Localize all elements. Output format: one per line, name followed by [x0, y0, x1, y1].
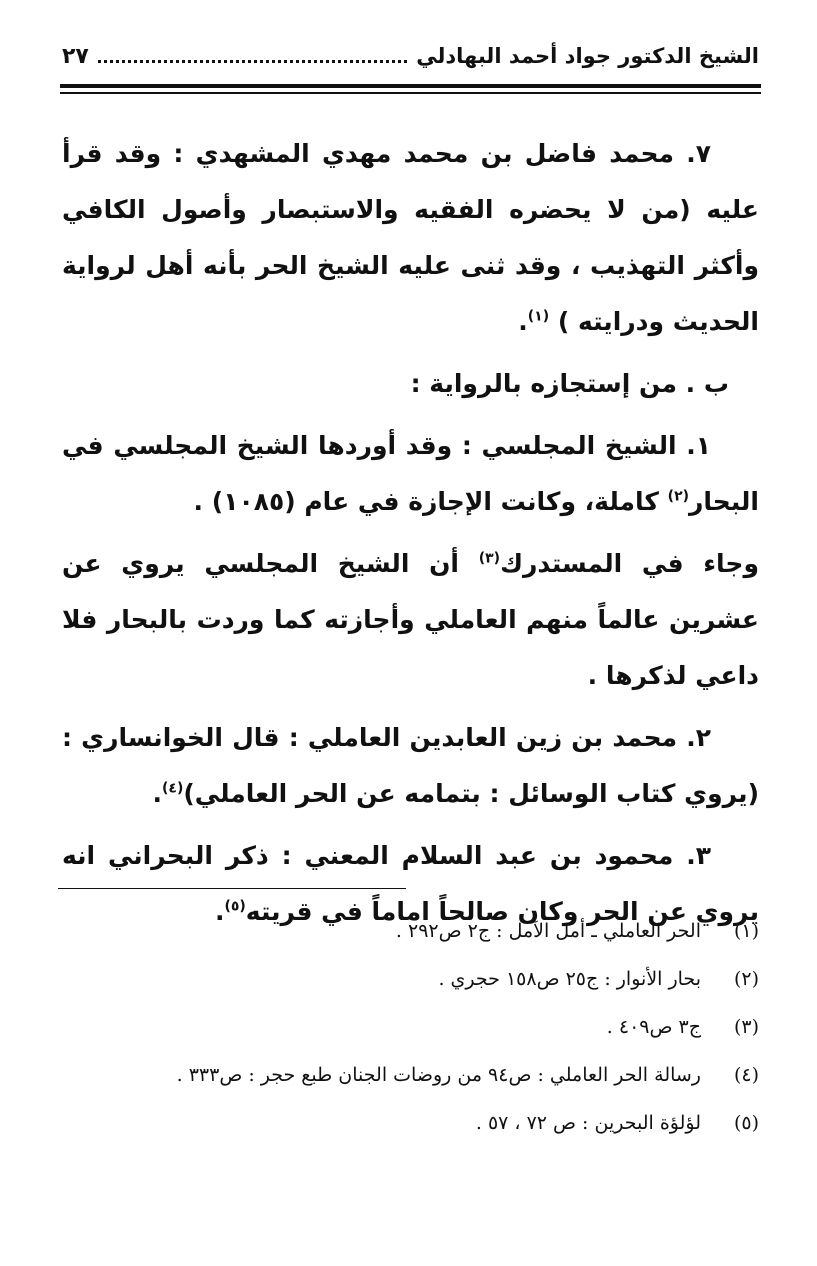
paragraph-2-text: ١. الشيخ المجلسي : وقد أوردها الشيخ المجلسي في البحار — [62, 431, 759, 516]
footnote-number: (٣) — [733, 1016, 759, 1038]
footnote-separator — [58, 888, 406, 889]
footnote — [58, 1004, 759, 1050]
paragraph-3 — [62, 536, 759, 704]
footnote-ref-3: (٣) — [478, 550, 501, 567]
running-header — [62, 40, 759, 84]
paragraph-2 — [62, 418, 759, 530]
footnote-text: ج٣ ص٤٠٩ . — [606, 1016, 701, 1038]
footnote-ref-1: (١) — [527, 308, 550, 325]
paragraph-3-text: وجاء في المستدرك — [500, 549, 759, 578]
footnote — [58, 908, 759, 954]
footnote-ref-2: (٢) — [667, 488, 690, 505]
paragraph-4 — [62, 710, 759, 822]
header-title: الشيخ الدكتور جواد أحمد البهادلي — [416, 44, 759, 68]
paragraph-1 — [62, 126, 759, 350]
footnote — [58, 1052, 759, 1098]
header-rule-thick — [60, 84, 761, 88]
footnote-text: الحر العاملي ـ أمل الآمل : ج٢ ص٢٩٢ . — [395, 920, 701, 942]
page-number: ٢٧ — [62, 44, 89, 69]
paragraph-1-end: . — [518, 307, 528, 336]
footnote-number: (٢) — [733, 968, 759, 990]
footnote — [58, 956, 759, 1002]
footnotes — [58, 908, 759, 1148]
paragraph-1-text: ٧. محمد فاضل بن محمد مهدي المشهدي : وقد قرأ عليه (من لا يحضره الفقيه والاستبصار وأصول الكافي وأكثر التهذيب ، وقد ثنى عليه الشيخ الحر بأنه أهل لرواية الحديث ودرايته ) — [62, 139, 759, 336]
header-rule-thin — [60, 92, 761, 94]
footnote-text: بحار الأنوار : ج٢٥ ص١٥٨ حجري . — [438, 968, 701, 990]
header-leader-dots — [98, 60, 407, 63]
footnote — [58, 1100, 759, 1146]
paragraph-5-end: . — [214, 897, 225, 926]
paragraph-4-end: . — [152, 779, 162, 808]
body-text — [62, 126, 759, 946]
paragraph-2-rest: كاملة، وكانت الإجازة في عام (١٠٨٥) . — [193, 487, 668, 516]
footnote-ref-4: (٤) — [162, 780, 184, 797]
footnote-text: لؤلؤة البحرين : ص ٧٢ ، ٥٧ . — [475, 1112, 701, 1134]
footnote-number: (٤) — [733, 1064, 759, 1086]
section-title: ب . من إستجازه بالرواية : — [410, 369, 729, 398]
paragraph-5-text: ٣. محمود بن عبد السلام المعني : ذكر البحراني انه يروي عن الحر وكان صالحاً اماماً في قريته — [62, 841, 759, 926]
paragraph-4-text: ٢. محمد بن زين العابدين العاملي : قال الخوانساري : (يروي كتاب الوسائل : بتمامه عن الحر العاملي) — [62, 723, 759, 808]
footnote-text: رسالة الحر العاملي : ص٩٤ من روضات الجنان طبع حجر : ص٣٣٣ . — [176, 1064, 701, 1086]
footnote-ref-5: (٥) — [224, 898, 246, 915]
footnote-number: (٥) — [733, 1112, 759, 1134]
footnote-number: (١) — [733, 920, 759, 942]
paragraph-3-rest: أن الشيخ المجلسي يروي عن عشرين عالماً منهم العاملي وأجازته كما وردت بالبحار فلا داعي لذكرها . — [62, 549, 759, 690]
